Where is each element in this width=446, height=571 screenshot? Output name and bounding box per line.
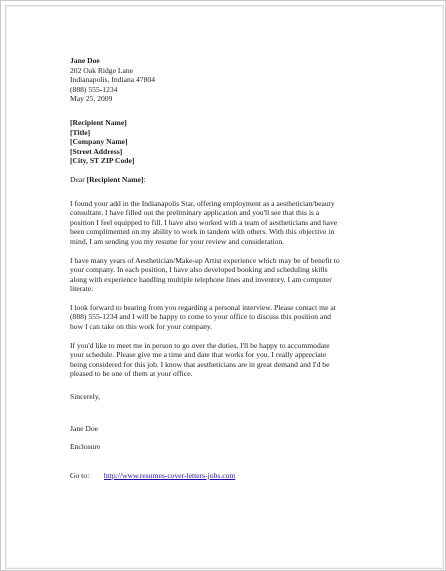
paragraph-line: been complimented on my ability to work in tandem with others. With this objective in xyxy=(70,227,335,237)
sender-block xyxy=(70,56,370,104)
paragraph-line: mind, I am sending you my resume for your review and consideration. xyxy=(70,236,285,246)
paragraph-line: consultant. I have filled out the preliminary application and you'll see that this is a xyxy=(70,208,320,218)
paragraph-line: (888) 555-1234 and I will be happy to come to your office to discuss this position and xyxy=(70,312,331,322)
website-link[interactable]: http://www.resumes-cover-letters-jobs.com xyxy=(103,470,236,480)
goto-line xyxy=(70,471,370,481)
enclosure-note: Enclosure xyxy=(70,442,101,452)
paragraph-line: along with experience handling multiple telephone lines and inventory. I am computer xyxy=(70,274,332,284)
signature-name: Jane Doe xyxy=(70,423,99,433)
sender-city-state-zip: Indianapolis, Indiana 47804 xyxy=(70,75,155,85)
paragraph-line: your schedule. Please give me a time and date that works for you. I really appreciate xyxy=(70,350,327,360)
sender-phone: (888) 555-1234 xyxy=(70,84,118,94)
sender-street: 202 Oak Ridge Lane xyxy=(70,65,134,75)
salutation-suffix: : xyxy=(143,174,146,184)
salutation-name: [Recipient Name] xyxy=(86,174,144,184)
recipient-company: [Company Name] xyxy=(70,137,128,147)
body-paragraph xyxy=(70,303,370,332)
recipient-name: [Recipient Name] xyxy=(70,117,127,127)
body-paragraph xyxy=(70,256,370,294)
sender-name: Jane Doe xyxy=(70,56,100,65)
recipient-street: [Street Address] xyxy=(70,146,123,156)
paragraph-line: I look forward to hearing from you regarding a personal interview. Please contact me at xyxy=(70,302,336,312)
paragraph-line: position I feel equipped to fill. I have also worked with a team of aestheticians and have xyxy=(70,217,338,227)
closing: Sincerely, xyxy=(70,392,101,402)
paragraph-line: I found your add in the Indianapolis Star, offering employment as a aesthetician/beauty xyxy=(70,198,335,208)
recipient-block xyxy=(70,118,370,166)
paragraph-line: I have many years of Aesthetician/Make-up Artist experience which may be of benefit to xyxy=(70,255,340,265)
body-paragraph xyxy=(70,341,370,379)
paragraph-line: being considered for this job. I know that aestheticians are in great demand and I'd be xyxy=(70,359,330,369)
cover-letter xyxy=(70,56,370,480)
paragraph-line: literate. xyxy=(70,284,93,294)
recipient-city-state-zip: [City, ST ZIP Code] xyxy=(70,156,135,166)
paragraph-line: If you'd like to meet me in person to go over the duties, I'll be happy to accommodate xyxy=(70,340,330,350)
recipient-title: [Title] xyxy=(70,127,91,137)
goto-label: Go to: xyxy=(70,470,90,480)
body-paragraph xyxy=(70,199,370,247)
paragraph-line: how I can take on this work for your company. xyxy=(70,322,213,332)
paragraph-line: your company. In each position, I have also developed booking and scheduling skills xyxy=(70,265,328,275)
salutation-prefix: Dear xyxy=(70,174,87,184)
paragraph-line: pleased to be one of them at your office. xyxy=(70,369,193,379)
salutation xyxy=(70,175,370,185)
letter-date: May 25, 2009 xyxy=(70,94,113,104)
